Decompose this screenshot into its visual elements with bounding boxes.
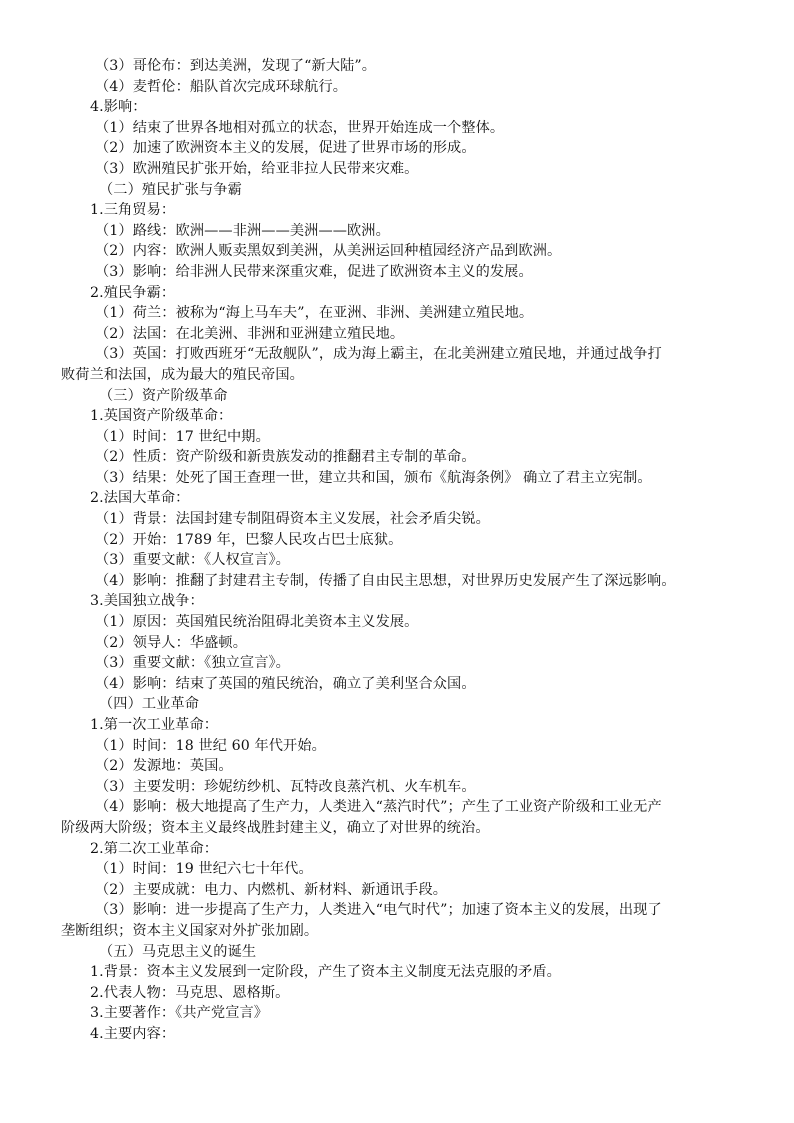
numbered-item-line: 4.影响： bbox=[90, 99, 147, 116]
sub-item-line: （1）结束了世界各地相对孤立的状态，世界开始连成一个整体。 bbox=[95, 119, 505, 136]
sub-item-line: （1）时间：17 世纪中期。 bbox=[95, 428, 270, 445]
numbered-item-line: 3.美国独立战争： bbox=[90, 593, 204, 610]
sub-item-line: （2）开始：1789 年，巴黎人民攻占巴士底狱。 bbox=[95, 531, 403, 548]
sub-item-line: （3）重要文献：《人权宣言》。 bbox=[95, 552, 290, 569]
sub-item-line: （3）哥伦布：到达美洲，发现了“新大陆”。 bbox=[95, 58, 377, 74]
section-heading: （二）殖民扩张与争霸 bbox=[99, 181, 242, 198]
sub-item-line: （1）背景：法国封建专制阻碍资本主义发展，社会矛盾尖锐。 bbox=[95, 511, 490, 528]
section-heading: （四）工业革命 bbox=[99, 696, 200, 713]
sub-item-line: （4）影响：极大地提高了生产力，人类进入“蒸汽时代”；产生了工业资产阶级和工业无产 bbox=[95, 799, 662, 816]
numbered-item-line: 1.英国资产阶级革命： bbox=[90, 408, 233, 425]
numbered-item-line: 1.第一次工业革命： bbox=[90, 717, 219, 733]
sub-item-line: （2）主要成就：电力、内燃机、新材料、新通讯手段。 bbox=[95, 881, 448, 898]
sub-item-line: （2）发源地：英国。 bbox=[95, 758, 233, 775]
sub-item-line: （3）重要文献：《独立宣言》。 bbox=[95, 655, 290, 672]
sub-item-line: （1）路线：欧洲——非洲——美洲——欧洲。 bbox=[95, 222, 390, 239]
sub-item-line: （4）影响：推翻了封建君主专制，传播了自由民主思想，对世界历史发展产生了深远影响。 bbox=[95, 572, 676, 589]
numbered-item-line: 1.背景：资本主义发展到一定阶段，产生了资本主义制度无法克服的矛盾。 bbox=[90, 964, 561, 981]
sub-item-line: （2）领导人：华盛顿。 bbox=[95, 634, 248, 651]
section-heading: （三）资产阶级革命 bbox=[99, 387, 228, 404]
sub-item-line: （3）英国：打败西班牙“无敌舰队”，成为海上霸主，在北美洲建立殖民地，并通过战争打 bbox=[95, 346, 662, 363]
sub-item-line: （1）时间：18 世纪 60 年代开始。 bbox=[95, 737, 326, 754]
sub-item-line: （3）影响：进一步提高了生产力，人类进入“电气时代”；加速了资本主义的发展，出现了 bbox=[95, 902, 662, 919]
sub-item-line: （2）内容：欧洲人贩卖黑奴到美洲，从美洲运回种植园经济产品到欧洲。 bbox=[95, 243, 562, 260]
sub-item-line: （4）麦哲伦：船队首次完成环球航行。 bbox=[95, 78, 348, 95]
wrapped-line: 败荷兰和法国，成为最大的殖民帝国。 bbox=[61, 366, 304, 383]
numbered-item-line: 2.法国大革命： bbox=[90, 490, 190, 507]
sub-item-line: （1）时间：19 世纪六七十年代。 bbox=[95, 861, 313, 878]
sub-item-line: （3）结果：处死了国王查理一世，建立共和国，颁布《航海条例》 确立了君主立宪制。 bbox=[95, 469, 652, 486]
sub-item-line: （1）原因：英国殖民统治阻碍北美资本主义发展。 bbox=[95, 614, 419, 631]
section-heading: （五）马克思主义的诞生 bbox=[99, 943, 257, 960]
numbered-item-line: 3.主要著作：《共产党宣言》 bbox=[90, 1005, 269, 1022]
sub-item-line: （2）性质：资产阶级和新贵族发动的推翻君主专制的革命。 bbox=[95, 449, 476, 466]
wrapped-line: 阶级两大阶级；资本主义最终战胜封建主义，确立了对世界的统治。 bbox=[61, 819, 490, 836]
sub-item-line: （3）欧洲殖民扩张开始，给亚非拉人民带来灾难。 bbox=[95, 160, 419, 177]
sub-item-line: （4）影响：结束了英国的殖民统治，确立了美利坚合众国。 bbox=[95, 675, 476, 692]
sub-item-line: （3）影响：给非洲人民带来深重灾难，促进了欧洲资本主义的发展。 bbox=[95, 263, 533, 280]
document-page bbox=[0, 56, 794, 1045]
sub-item-line: （2）加速了欧洲资本主义的发展，促进了世界市场的形成。 bbox=[95, 140, 476, 157]
sub-item-line: （2）法国：在北美洲、非洲和亚洲建立殖民地。 bbox=[95, 325, 405, 342]
wrapped-line: 垄断组织；资本主义国家对外扩张加剧。 bbox=[61, 922, 319, 939]
numbered-item-line: 2.殖民争霸： bbox=[90, 284, 176, 301]
numbered-item-line: 1.三角贸易： bbox=[90, 202, 176, 219]
numbered-item-line: 4.主要内容： bbox=[90, 1025, 176, 1042]
numbered-item-line: 2.第二次工业革命： bbox=[90, 840, 219, 857]
sub-item-line: （3）主要发明：珍妮纺纱机、瓦特改良蒸汽机、火车机车。 bbox=[95, 778, 476, 795]
numbered-item-line: 2.代表人物：马克思、恩格斯。 bbox=[90, 984, 290, 1001]
sub-item-line: （1）荷兰：被称为“海上马车夫”，在亚洲、非洲、美洲建立殖民地。 bbox=[95, 305, 534, 322]
